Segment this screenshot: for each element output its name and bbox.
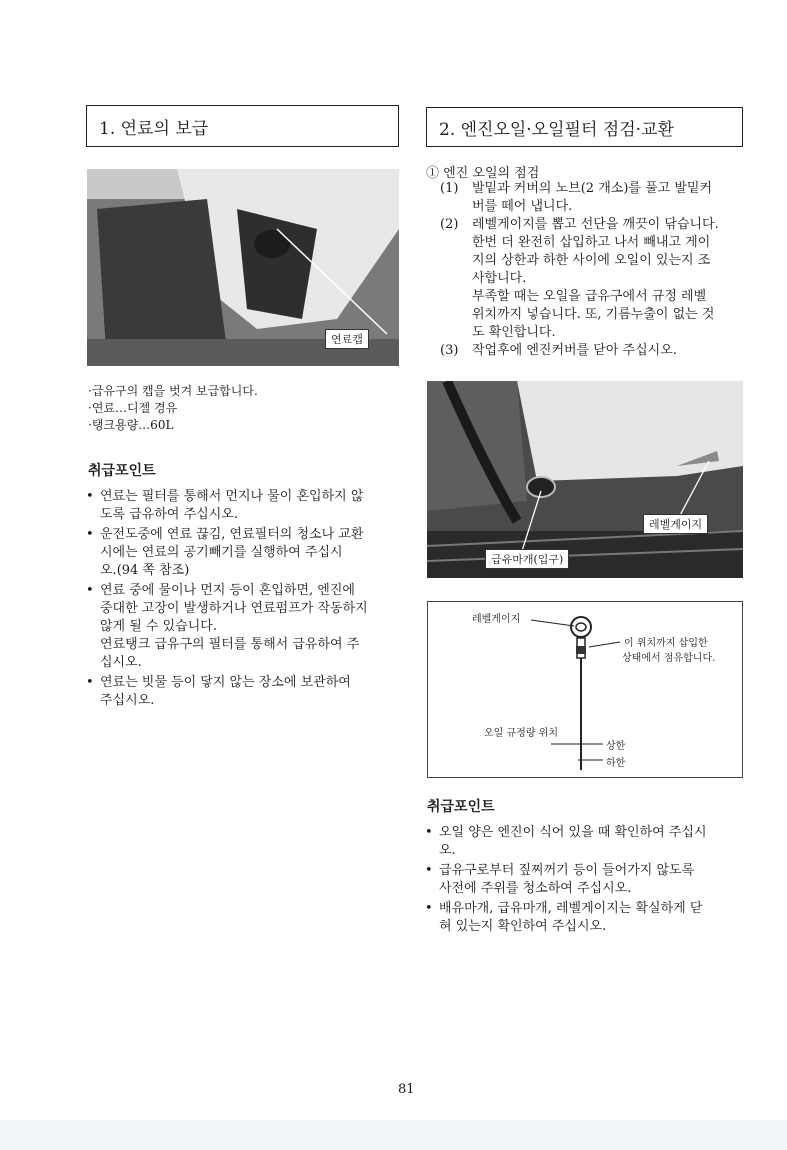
diagram-upper-label: 상한 [606,741,626,752]
page-number: 81 [398,1082,415,1097]
tip-line: 오. [439,843,456,858]
step-line: 부족할 때는 오일을 급유구에서 규정 레벨 [472,289,707,304]
tip-line: 연료탱크 급유구의 필터를 통해서 급유하여 주 [100,637,360,652]
bleed-through-shade [0,1120,787,1150]
tip-line: 않게 될 수 있습니다. [100,619,217,634]
list-item [425,862,755,898]
fuel-notes [88,383,388,434]
list-item [86,582,404,672]
tip-line: 운전도중에 연료 끊김, 연료필터의 청소나 교환 [100,527,364,542]
step-line: 한번 더 완전히 삽입하고 나서 빼내고 게이 [472,235,711,250]
note-line: ·급유구의 캡을 벗겨 보급합니다. [88,384,258,398]
dipstick-drawing [428,602,742,777]
fuel-cap-callout: 연료캡 [325,329,369,349]
tip-line: 연료는 빗물 등이 닿지 않는 장소에 보관하여 [100,675,351,690]
list-item [86,674,404,710]
step-line: 작업후에 엔진커버를 닫아 주십시오. [472,343,677,358]
tip-line: 오일 양은 엔진이 식어 있을 때 확인하여 주십시 [439,825,707,840]
level-gauge-diagram [427,601,743,778]
tip-line: 급유구로부터 짚찌꺼기 등이 들어가지 않도록 [439,863,695,878]
section-title-fuel [86,105,399,147]
step-body [472,342,677,360]
step-line: 도 확인합니다. [472,325,556,340]
step-number: (1) [440,181,459,196]
tip-line: 중대한 고장이 발생하거나 연료펌프가 작동하지 [100,601,368,616]
step-line: 위치까지 넣습니다. 또, 기름누출이 없는 것 [472,307,715,322]
step-item [440,216,758,342]
tip-line: 도록 급유하여 주십시오. [100,507,238,522]
tip-line: 주십시오. [100,693,155,708]
step-line: 사합니다. [472,271,527,286]
tip-line: 혀 있는지 확인하여 주십시오. [439,919,607,934]
step-line: 발밑과 커버의 노브(2 개소)를 풀고 발밑커 [472,181,713,196]
step-line: 레벨게이지를 뽑고 선단을 깨끗이 닦습니다. [472,217,719,232]
section-title-engine-oil [426,107,743,147]
bullet-icon: • [425,825,433,840]
step-item [440,180,758,216]
note-line: ·탱크용량…60L [88,418,174,432]
bullet-icon: • [86,489,94,504]
level-gauge-photo [427,381,743,578]
bullet-icon: • [425,863,433,878]
step-item [440,342,758,360]
bullet-icon: • [86,583,94,598]
tip-line: 십시오. [100,655,142,670]
oil-check-subheading: ① 엔진 오일의 점검 [426,166,540,181]
level-gauge-label: 레벨게이지 [643,514,708,534]
tip-line: 연료는 필터를 통해서 먼지나 물이 혼입하지 않 [100,489,364,504]
bullet-icon: • [425,901,433,916]
step-number: (2) [440,217,459,232]
filler-cap-label: 급유마개(입구) [485,549,569,569]
step-number: (3) [440,343,459,358]
diagram-lower-label: 하한 [606,758,626,769]
bullet-icon: • [86,527,94,542]
section-title-engine-oil-text: 2. 엔진오일·오일필터 점검·교환 [439,119,674,140]
oil-check-steps [440,180,758,360]
tips-list-left [86,488,404,712]
step-line: 버를 떼어 냅니다. [472,199,573,214]
step-line: 지의 상한과 하한 사이에 오일이 있는지 조 [472,253,711,268]
list-item [86,526,404,580]
diagram-insert-note-1: 이 위치까지 삽입한 [624,638,708,649]
note-line: ·연료…디젤 경유 [88,401,178,415]
tip-line: 연료 중에 물이나 먼지 등이 혼입하면, 엔진에 [100,583,355,598]
step-body [472,180,712,216]
diagram-gauge-label: 레벨게이지 [472,614,521,625]
bullet-icon: • [86,675,94,690]
level-gauge-photo-drawing [427,381,743,578]
fuel-cap-photo [87,169,399,366]
section-title-fuel-text: 1. 연료의 보급 [99,118,209,139]
list-item [86,488,404,524]
step-body [472,216,719,342]
diagram-oil-level-label: 오일 규정량 위치 [484,728,558,739]
tip-line: 시에는 연료의 공기빼기를 실행하여 주십시 [100,545,343,560]
tip-line: 사전에 주위를 청소하여 주십시오. [439,881,632,896]
list-item [425,900,755,936]
tips-heading-right: 취급포인트 [427,799,495,815]
diagram-insert-note-2: 상태에서 점유합니다. [622,653,716,664]
tip-line: 배유마개, 급유마개, 레벨게이지는 확실하게 닫 [439,901,703,916]
tip-line: 오.(94 쪽 참조) [100,563,190,578]
list-item [425,824,755,860]
tips-list-right [425,824,755,938]
tips-heading-left: 취급포인트 [88,463,156,479]
